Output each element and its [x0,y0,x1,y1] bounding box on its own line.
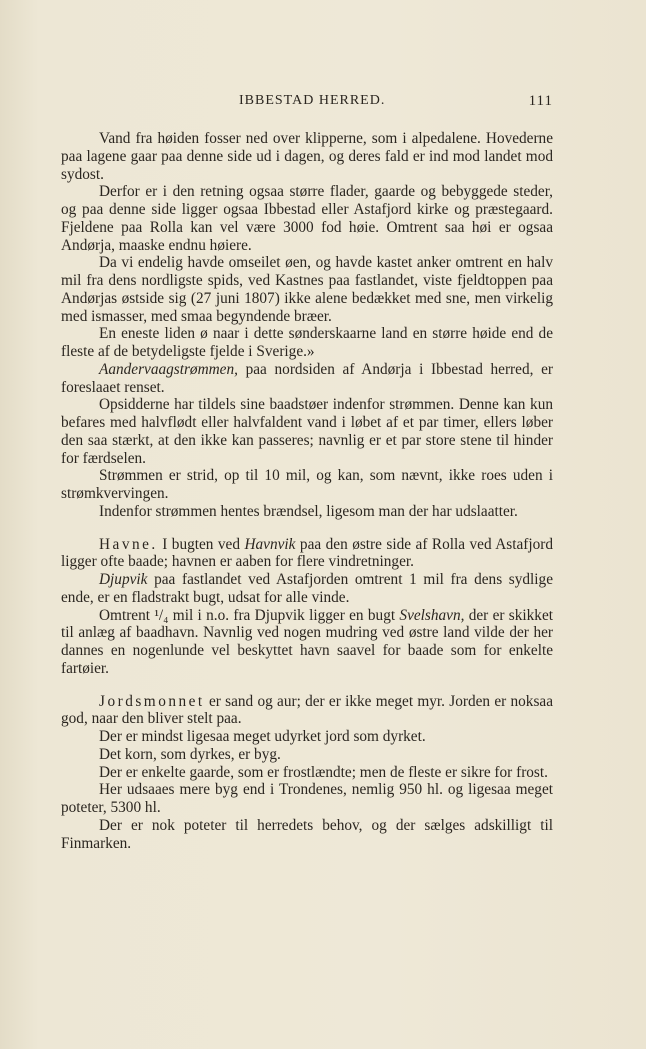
fraction: ¹/₄ [154,606,169,624]
section-label: Jordsmonnet [99,692,205,710]
paragraph [61,571,553,607]
paragraph-text: paa fastlandet ved Astafjorden omtrent 1 mil fra dens sydlige ende, er en fladstrakt bugt, udsat for alle vinde. [61,571,553,606]
paragraph: Strømmen er strid, op til 10 mil, og kan, som nævnt, ikke roes uden i strømkvervingen. [61,467,553,502]
place-name: Svelshavn, [399,606,465,624]
paragraph-text: Omtrent [99,606,155,624]
paragraph: Da vi endelig havde omseilet øen, og havde kastet anker omtrent en halv mil fra dens nordligste spids, ved Kastnes paa fastlandet, viste fjeldtoppen paa Andørjas østside sig (27 juni 1807) ikke alene bedækket med sne, men virkelig med ismasser, med smaa begyndende bræer. [61,254,553,325]
paragraph: Vand fra høiden fosser ned over klipperne, som i alpedalene. Hovederne paa lagene gaar paa denne side ud i dagen, og deres fald er ind mod landet mod sydost. [61,130,553,183]
paragraph-text: er sand og aur; der er ikke meget myr. Jorden er noksaa god, naar den bliver stelt paa. [61,692,553,728]
paragraph-text: paa nordsiden af Andørja i Ibbestad herred, er foreslaaet renset. [61,360,553,396]
paragraph: Derfor er i den retning ogsaa større flader, gaarde og bebyggede steder, og paa denne side ligger ogsaa Ibbestad eller Astafjord kirke og præstegaard. Fjeldene paa Rolla kan vel være 3000 fod høie. Omtrent saa høi er ogsaa Andørja, maaske endnu høiere. [61,183,553,254]
paragraph: Det korn, som dyrkes, er byg. [99,745,281,763]
page-number: 111 [528,93,553,109]
paragraph-text: I bugten ved [157,535,245,553]
paragraph-text: mil i n.o. fra Djupvik ligger en bugt [168,606,400,624]
section-label: Havne. [99,535,158,553]
paragraph [61,361,553,397]
paragraph: Opsidderne har tildels sine baadstøer indenfor strømmen. Denne kan kun befares med halvflødt eller halvfaldent vand i løbet af et par timer, ellers løber den saa stærkt, at den ikke kan passeres; navnlig er et par store stene til hinder for færdselen. [61,396,553,467]
section-jordsmonnet [61,693,553,729]
running-header [61,93,553,113]
section-havne [61,536,553,572]
paragraph: Der er enkelte gaarde, som er frostlændte; men de fleste er sikre for frost. [99,763,548,781]
place-name: Djupvik [99,571,148,588]
place-name: Aandervaagstrømmen, [99,360,238,378]
place-name: Havnvik [244,535,296,553]
paragraph [61,607,553,678]
paragraph: Der er nok poteter til herredets behov, og der sælges adskilligt til Finmarken. [61,816,553,852]
paragraph-text: der er skikket til anlæg af baadhavn. Navnlig ved nogen mudring ved østre land vilde der her dannes en nogenlunde vel beskyttet havn saavel for baade som for enkelte fartøier. [61,606,553,677]
paragraph: En eneste liden ø naar i dette sønderskaarne land en større høide end de fleste af de betydeligste fjelde i Sverige.» [61,325,553,360]
paragraph: Her udsaaes mere byg end i Trondenes, nemlig 950 hl. og ligesaa meget poteter, 5300 hl. [61,781,553,816]
body-text [61,130,553,852]
header-title: IBBESTAD HERRED. [239,93,386,108]
paragraph: Der er mindst ligesaa meget udyrket jord som dyrket. [99,728,426,745]
paragraph-text: paa den østre side af Rolla ved Astafjord ligger ofte baade; havnen er aaben for flere vindretninger. [61,535,553,571]
paragraph: Indenfor strømmen hentes brændsel, ligesom man der har udslaatter. [99,502,518,520]
